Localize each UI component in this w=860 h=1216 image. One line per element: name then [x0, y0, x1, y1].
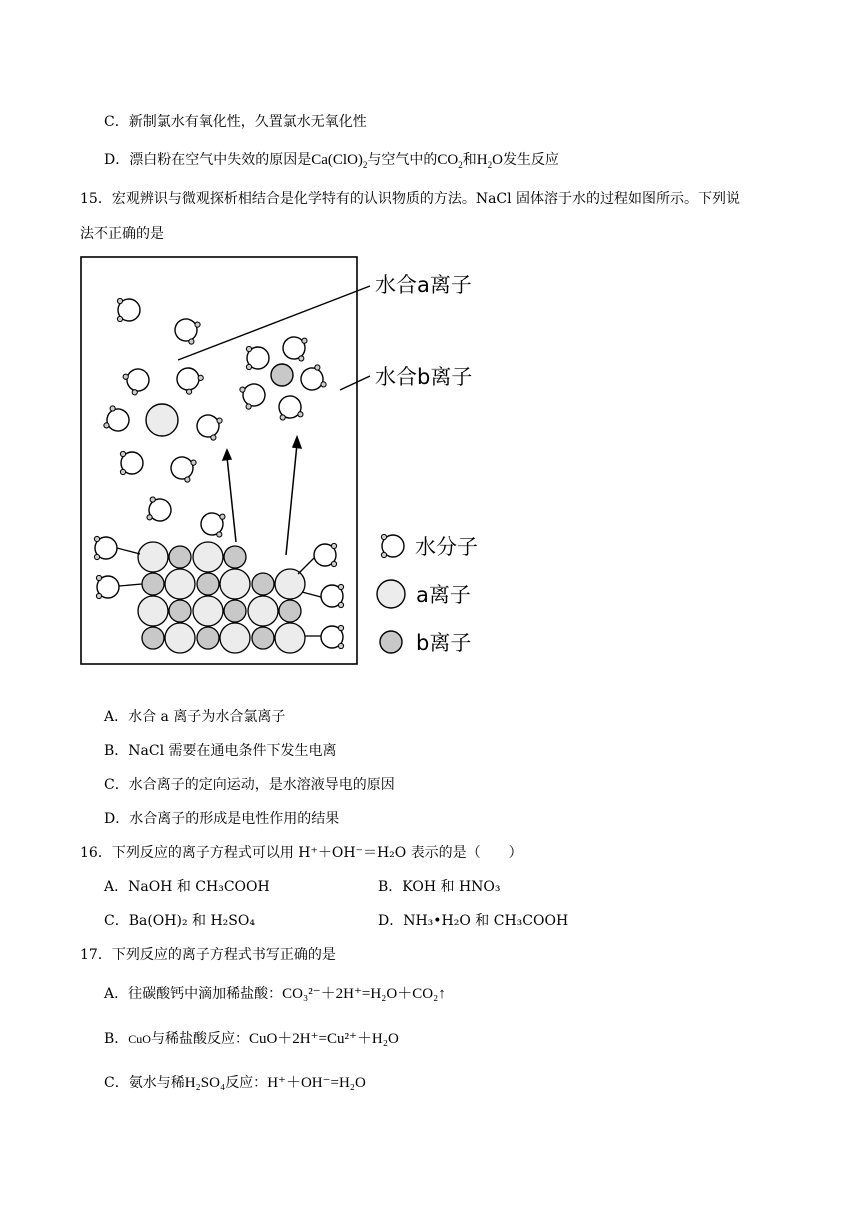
q15-option-d: D．水合离子的形成是电性作用的结果	[104, 811, 340, 827]
q16-option-c: C．Ba(OH)₂ 和 H₂SO₄	[104, 913, 255, 929]
q14-option-d	[104, 150, 559, 170]
formula-co2: $CO_2$	[437, 152, 463, 170]
q16-stem: 16．下列反应的离子方程式可以用 H⁺＋OH⁻＝H₂O 表示的是（ ）	[80, 845, 523, 861]
q15-option-a: A．水合 a 离子为水合氯离子	[104, 709, 286, 725]
label-ion-a: a离子	[416, 583, 471, 607]
nacl-crystal-lattice	[138, 542, 305, 653]
q15-stem-line2: 法不正确的是	[80, 226, 164, 242]
arrow-up-icon	[223, 437, 301, 555]
q17-stem: 17．下列反应的离子方程式书写正确的是	[80, 947, 336, 963]
figure-legend	[375, 273, 478, 655]
leader-line-a	[178, 286, 370, 360]
q17-option-c: C．氨水与稀H₂SO₄反应：H⁺＋OH⁻=H₂O	[104, 1075, 366, 1091]
q14-option-d-and: 和	[462, 152, 477, 168]
hydrated-b-cluster	[239, 335, 327, 421]
q16-option-a: A．NaOH 和 CH₃COOH	[104, 879, 270, 895]
equation-a: CO₃²⁻＋2H⁺=H₂O＋CO₂↑	[282, 986, 446, 1002]
leader-line-b	[340, 376, 370, 390]
label-water-molecule: 水分子	[415, 535, 478, 559]
formula-h2o: $H_2O$	[476, 152, 503, 170]
a-ion-icon	[377, 580, 405, 608]
q16-option-b: B．KOH 和 HNO₃	[378, 879, 501, 895]
q15-option-b: B．NaCl 需要在通电条件下发生电离	[104, 743, 337, 759]
water-molecule-icon	[381, 534, 404, 557]
q17-option-b: B．CuO与稀盐酸反应：CuO＋2H⁺=Cu²⁺＋H₂O	[104, 1031, 399, 1047]
label-ion-b: b离子	[416, 631, 472, 655]
q15-option-c: C．水合离子的定向运动，是水溶液导电的原因	[104, 777, 395, 793]
q14-option-d-prefix: D．漂白粉在空气中失效的原因是	[104, 152, 312, 168]
q14-option-d-suffix: 发生反应	[502, 152, 559, 168]
equation-b: CuO＋2H⁺=Cu²⁺＋H₂O	[248, 1031, 399, 1047]
formula-ca-clo2: $Ca(ClO)_2$	[311, 152, 368, 170]
hydrated-a-ion	[146, 404, 178, 436]
b-ion-icon	[380, 631, 402, 653]
equation-c: H⁺＋OH⁻=H₂O	[267, 1075, 366, 1091]
nacl-dissolution-figure	[78, 252, 508, 668]
label-hydrated-b: 水合b离子	[375, 365, 473, 389]
q14-option-d-mid: 与空气中的	[367, 152, 438, 168]
q16-option-d: D．NH₃•H₂O 和 CH₃COOH	[378, 913, 569, 929]
label-hydrated-a: 水合a离子	[375, 273, 472, 297]
q15-stem-line1: 15．宏观辨识与微观探析相结合是化学特有的认识物质的方法。NaCl 固体溶于水的过程如图所示。下列说	[80, 191, 741, 207]
q14-option-c: C．新制氯水有氧化性，久置氯水无氧化性	[104, 114, 367, 130]
q17-option-a: A．往碳酸钙中滴加稀盐酸：CO₃²⁻＋2H⁺=H₂O＋CO₂↑	[104, 986, 446, 1002]
